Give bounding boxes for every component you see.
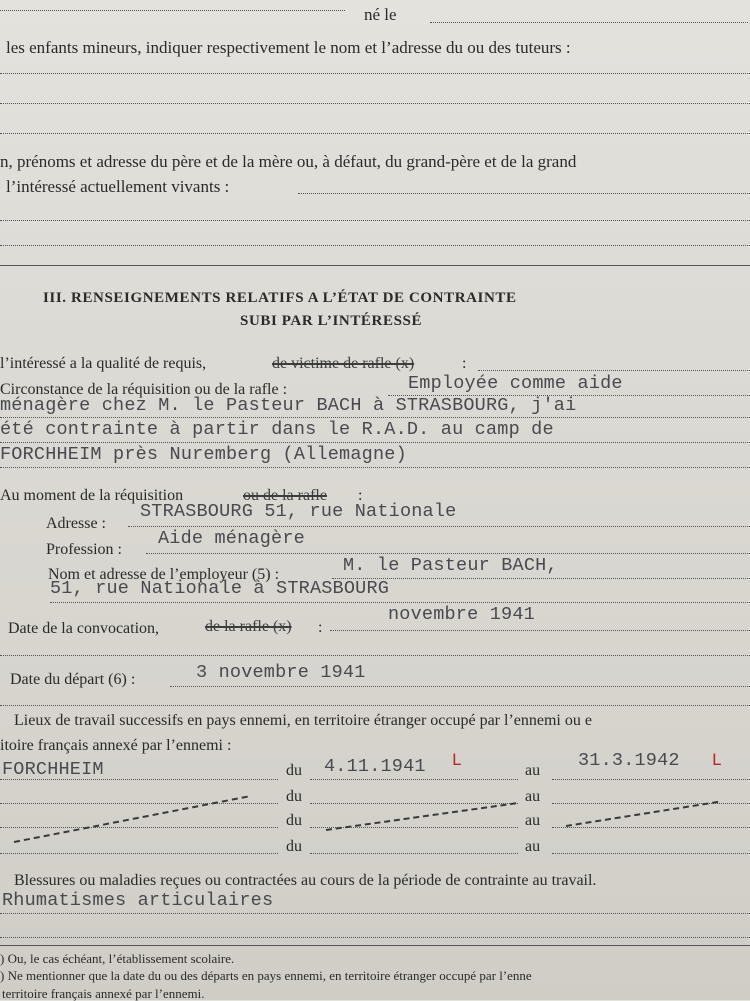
circonstance-label: Circonstance de la réquisition ou de la rafle : [0,381,288,398]
footnote-3: territoire français annexé par l’ennemi. [2,986,205,1001]
lieux-row1-place: FORCHHEIM [2,759,104,780]
adresse-value: STRASBOURG 51, rue Nationale [140,501,457,522]
lieux-row4-du: du [286,838,302,855]
qualite-struck: de victime de rafle (x) [272,355,415,372]
lieux-row1-to: 31.3.1942 [578,750,680,771]
parents-label-2: l’intéressé actuellement vivants : [6,177,230,196]
section-title-line2: SUBI PAR L’INTÉRESSÉ [240,313,423,329]
lieux-row3-du: du [286,812,302,829]
crossout-stroke-right [566,801,718,827]
ne-le-label: né le [364,5,397,24]
circonstance-value-2: ménagère chez M. le Pasteur BACH à STRASBOURG, j'ai [0,395,577,416]
parents-label-1: n, prénoms et adresse du père et de la mère ou, à défaut, du grand-père et de la grand [0,152,577,171]
check-mark-from: L [452,750,461,769]
blessures-label: Blessures ou maladies reçues ou contractées au cours de la période de contrainte au travail. [14,872,597,889]
convocation-label: Date de la convocation, [8,620,160,637]
lieux-label-2: itoire français annexé par l’ennemi : [0,737,232,754]
footnote-1: ) Ou, le cas échéant, l’établissement scolaire. [0,951,235,966]
convocation-value: novembre 1941 [388,604,535,625]
lieux-label-1: Lieux de travail successifs en pays ennemi, en territoire étranger occupé par l’ennemi ou e [14,712,592,729]
moment-label: Au moment de la réquisition [0,487,184,504]
qualite-label: l’intéressé a la qualité de requis, [0,355,207,372]
employeur-label: Nom et adresse de l’employeur (5) : [48,566,280,583]
profession-label: Profession : [46,541,122,558]
footnote-2: ) Ne mentionner que la date du ou des départs en pays ennemi, en territoire étranger occupé par l’enne [0,968,532,983]
lieux-row1-au: au [525,762,541,779]
circonstance-value-4: FORCHHEIM près Nuremberg (Allemagne) [0,444,407,465]
employeur-value-2: 51, rue Nationale à STRASBOURG [50,578,390,599]
depart-value: 3 novembre 1941 [196,662,366,683]
circonstance-value-3: été contrainte à partir dans le R.A.D. au camp de [0,419,554,440]
moment-colon: : [358,487,363,504]
lieux-row3-au: au [525,812,541,829]
depart-label: Date du départ (6) : [10,671,136,688]
lieux-row1-from: 4.11.1941 [324,756,426,777]
tuteurs-label: les enfants mineurs, indiquer respectivement le nom et l’adresse du ou des tuteurs : [6,38,571,57]
check-mark-to: L [712,750,721,769]
moment-struck: ou de la rafle [243,487,327,504]
convocation-struck: de la rafle (x) [205,618,292,635]
convocation-colon: : [318,619,323,636]
adresse-label: Adresse : [46,515,106,532]
qualite-colon: : [462,355,467,372]
section-title-line1: III. RENSEIGNEMENTS RELATIFS A L’ÉTAT DE CONTRAINTE [43,290,517,306]
circonstance-value-1: Employée comme aide [408,373,623,394]
lieux-row1-du: du [286,762,302,779]
profession-value: Aide ménagère [158,528,305,549]
lieux-row2-au: au [525,788,541,805]
blessures-value: Rhumatismes articulaires [2,890,274,911]
lieux-row2-du: du [286,788,302,805]
employeur-value-1: M. le Pasteur BACH, [343,555,558,576]
lieux-row4-au: au [525,838,541,855]
